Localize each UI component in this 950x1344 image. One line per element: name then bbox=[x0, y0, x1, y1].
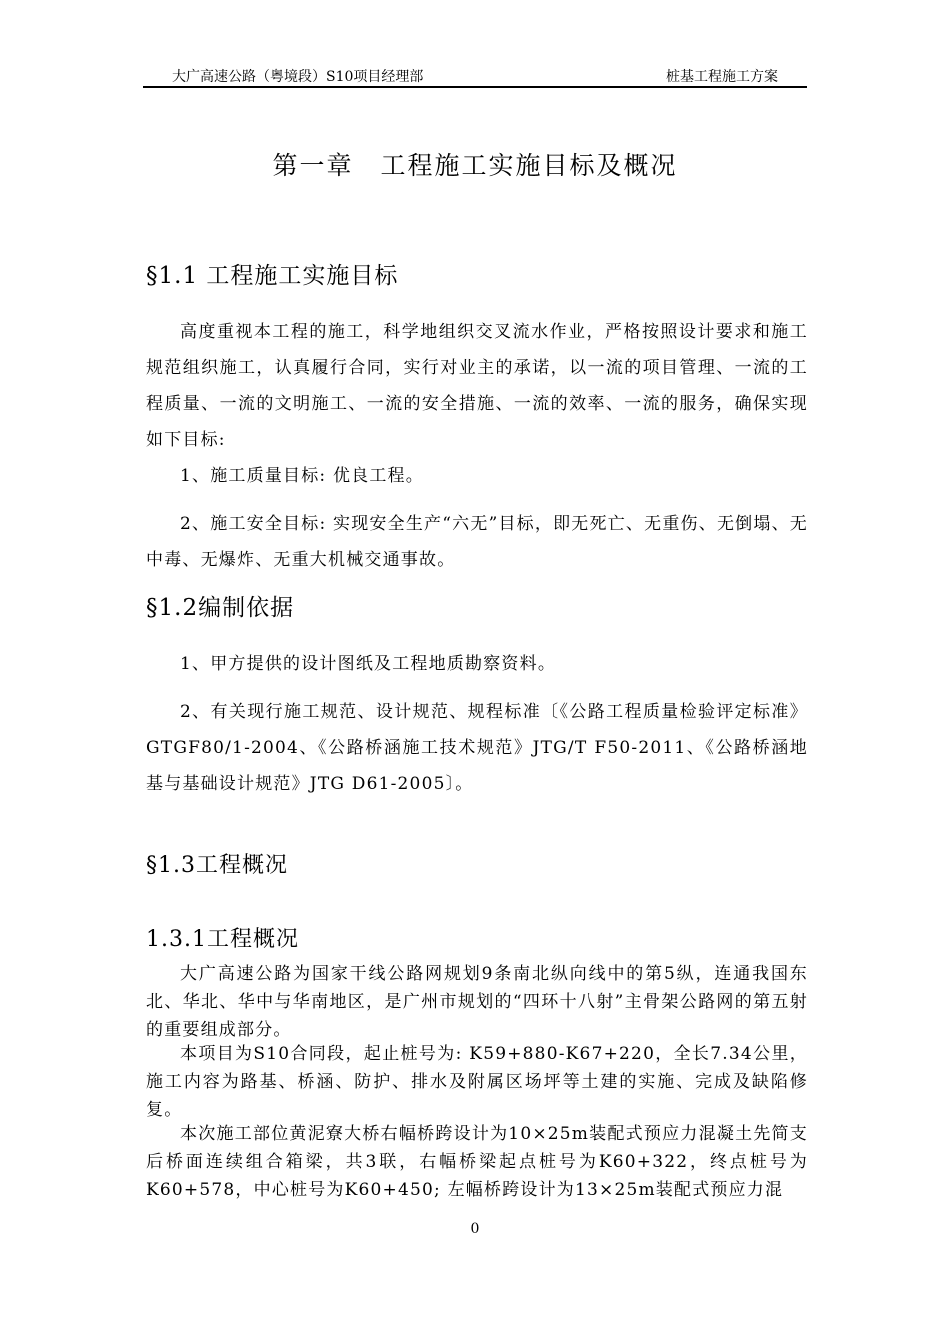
section-1-1-intro: 高度重视本工程的施工，科学地组织交叉流水作业，严格按照设计要求和施工规范组织施工，认真履行合同，实行对业主的承诺，以一流的项目管理、一流的工程质量、一流的文明施工、一流的安全措施、一流的效率、一流的服务，确保实现如下目标: bbox=[146, 322, 808, 450]
section-1-1-title: §1.1 工程施工实施目标 bbox=[146, 263, 399, 289]
section-1-3-title: §1.3工程概况 bbox=[146, 853, 288, 878]
overview-paragraph-2: 本项目为S10合同段，起止桩号为: K59+880-K67+220，全长7.34公里，施工内容为路基、桥涵、防护、排水及附属区场坪等土建的实施、完成及缺陷修复。 bbox=[146, 1044, 808, 1120]
page-number: 0 bbox=[470, 1221, 480, 1237]
section-1-1-item-1: 1、施工质量目标: 优良工程。 bbox=[180, 466, 424, 486]
subsection-1-3-1-title: 1.3.1工程概况 bbox=[146, 927, 299, 952]
section-1-2-item-2: 2、有关现行施工规范、设计规范、规程标准〔《公路工程质量检验评定标准》GTGF80/1-2004、《公路桥涵施工技术规范》JTG/T F50-2011、《公路桥涵地基与基础设计规范》JTG D61-2005〕。 bbox=[146, 702, 808, 794]
header-right-text: 桩基工程施工方案 bbox=[666, 69, 778, 85]
chapter-title: 第一章 工程施工实施目标及概况 bbox=[272, 151, 678, 180]
section-1-2-item-1: 1、甲方提供的设计图纸及工程地质勘察资料。 bbox=[180, 654, 557, 674]
section-1-1-item-2: 2、施工安全目标: 实现安全生产“六无”目标，即无死亡、无重伤、无倒塌、无中毒、无爆炸、无重大机械交通事故。 bbox=[146, 514, 808, 570]
overview-paragraph-3: 本次施工部位黄泥寮大桥右幅桥跨设计为10×25m装配式预应力混凝土先简支后桥面连续组合箱梁，共3联，右幅桥梁起点桩号为K60+322，终点桩号为K60+578，中心桩号为K60+450; 左幅桥跨设计为13×25m装配式预应力混 bbox=[146, 1124, 808, 1200]
header-left-text: 大广高速公路（粤境段）S10项目经理部 bbox=[172, 69, 424, 85]
overview-paragraph-1: 大广高速公路为国家干线公路网规划9条南北纵向线中的第5纵，连通我国东北、华北、华中与华南地区，是广州市规划的“四环十八射”主骨架公路网的第五射的重要组成部分。 bbox=[146, 964, 808, 1040]
header-divider bbox=[143, 86, 807, 88]
section-1-2-title: §1.2编制依据 bbox=[146, 595, 295, 621]
